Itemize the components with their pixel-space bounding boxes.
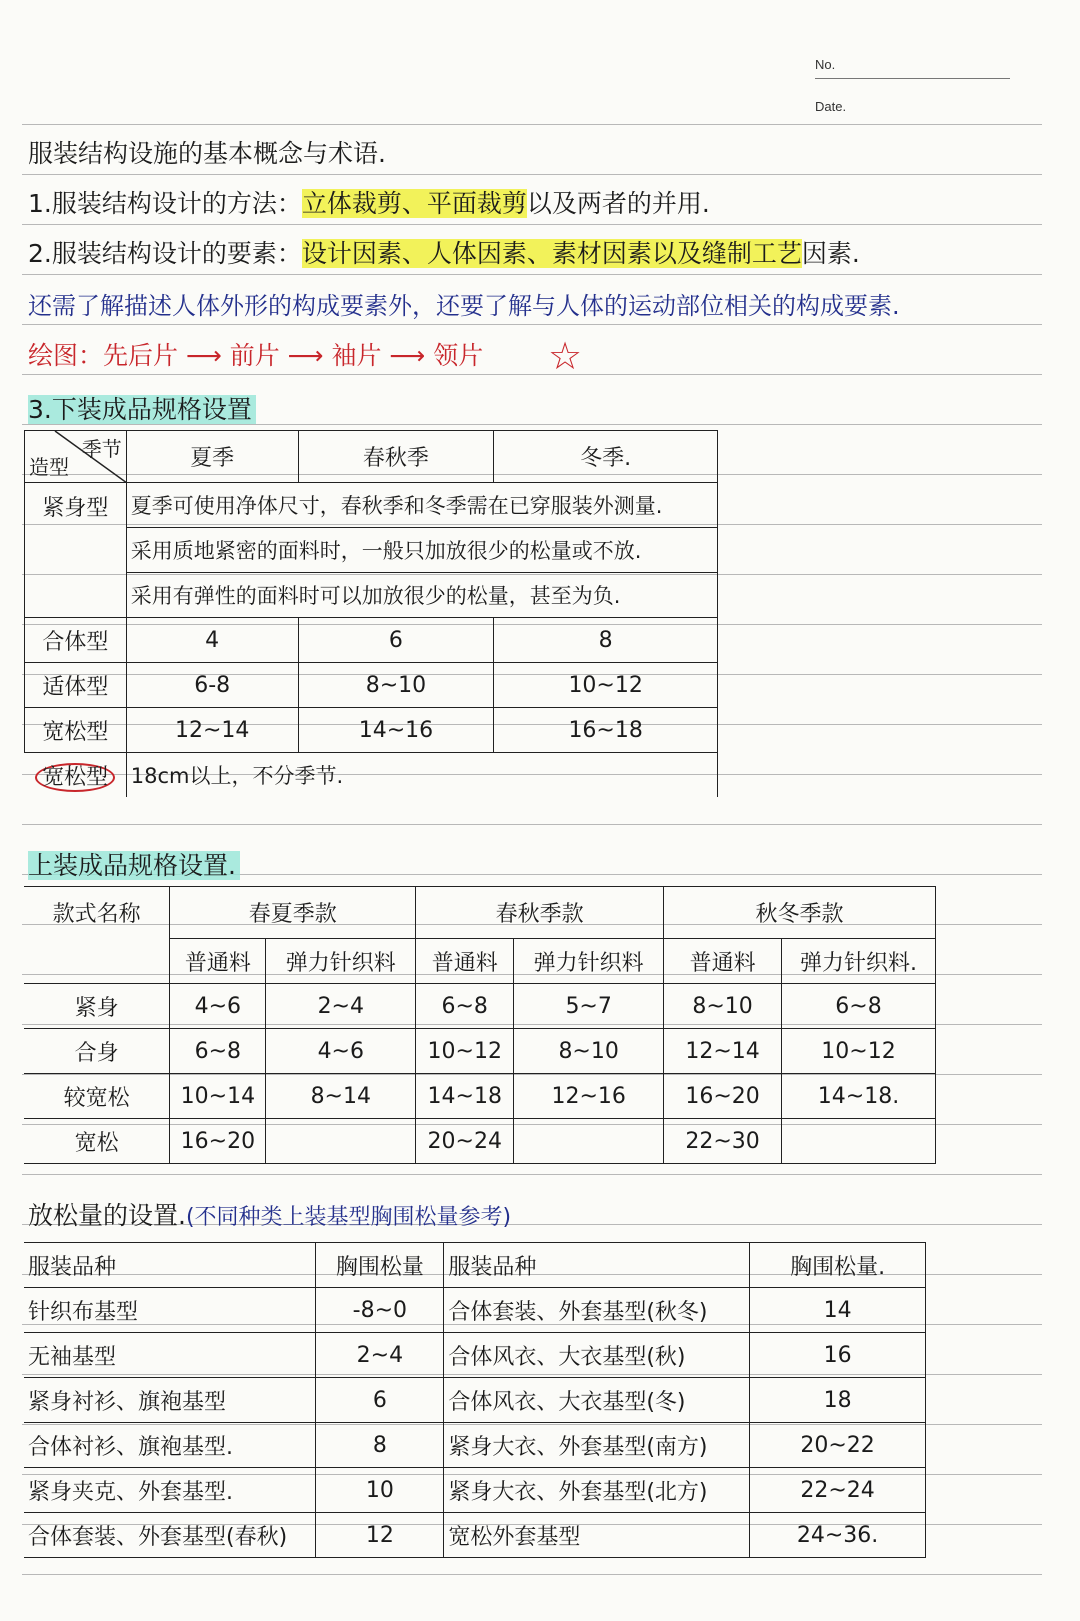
material-header: 普通料	[664, 939, 782, 984]
garment-cell: 合体风衣、大衣基型(冬)	[444, 1378, 750, 1423]
ease-value-cell: 22~24	[750, 1468, 926, 1513]
ease-value-cell: 14	[750, 1288, 926, 1333]
value-cell: 12~16	[514, 1074, 664, 1119]
no-line	[815, 78, 1010, 79]
ease-value-cell: 10	[316, 1468, 444, 1513]
garment-cell: 合体套装、外套基型(秋冬)	[444, 1288, 750, 1333]
ease-value-cell: 16	[750, 1333, 926, 1378]
ruled-line	[22, 174, 1042, 175]
ease-value-cell: 2~4	[316, 1333, 444, 1378]
value-cell: 14~18.	[782, 1074, 936, 1119]
point-2-suffix: 因素.	[801, 239, 860, 268]
red-drawing-note: 绘图：先后片 ⟶ 前片 ⟶ 袖片 ⟶ 领片	[28, 341, 484, 370]
row-label: 合体型	[25, 618, 127, 663]
row-label: 合身	[24, 1029, 170, 1074]
garment-cell: 紧身大衣、外套基型(南方)	[444, 1423, 750, 1468]
season-winter: 冬季.	[494, 431, 718, 483]
value-cell: 4	[126, 618, 298, 663]
value-cell: 16~20	[170, 1119, 266, 1164]
top-section-title-text: 上装成品规格设置.	[28, 851, 240, 880]
point-1-highlight: 立体裁剪、平面裁剪	[301, 189, 527, 218]
ease-title-text: 放松量的设置.	[28, 1201, 186, 1230]
point-2	[28, 238, 860, 270]
season-spring-autumn: 春秋季	[298, 431, 494, 483]
table-row	[24, 1074, 936, 1119]
value-cell: 10~12	[416, 1029, 514, 1074]
table-row	[25, 753, 718, 798]
material-header: 弹力针织料.	[782, 939, 936, 984]
value-cell: 5~7	[514, 984, 664, 1029]
row-label: 紧身	[24, 984, 170, 1029]
row-label: 较宽松	[24, 1074, 170, 1119]
style-name-header: 款式名称	[24, 887, 170, 984]
value-cell	[266, 1119, 416, 1164]
value-cell: 14~18	[416, 1074, 514, 1119]
section3-title	[28, 394, 256, 426]
value-cell: 16~18	[494, 708, 718, 753]
fitted-note-1: 夏季可使用净体尺寸，春秋季和冬季需在已穿服装外测量.	[126, 483, 717, 528]
table-row	[24, 984, 936, 1029]
value-cell: 22~30	[664, 1119, 782, 1164]
value-cell: 6-8	[126, 663, 298, 708]
garment-cell: 合体风衣、大衣基型(秋)	[444, 1333, 750, 1378]
ease-value-cell: 24~36.	[750, 1513, 926, 1558]
value-cell: 4~6	[266, 1029, 416, 1074]
ruled-line	[22, 1574, 1042, 1575]
value-cell: 6~8	[416, 984, 514, 1029]
row-label-circled	[25, 753, 127, 798]
value-cell: 8~14	[266, 1074, 416, 1119]
ruled-line	[22, 274, 1042, 275]
table-row	[25, 663, 718, 708]
ease-value-cell: -8~0	[316, 1288, 444, 1333]
value-cell: 10~14	[170, 1074, 266, 1119]
ruled-line	[22, 124, 1042, 125]
table-row	[24, 1423, 926, 1468]
material-header: 普通料	[416, 939, 514, 984]
point-2-prefix: 2.服装结构设计的要素：	[28, 239, 302, 268]
point-1-suffix: 以及两者的并用.	[526, 189, 710, 218]
value-cell: 12~14	[664, 1029, 782, 1074]
fitted-note-3: 采用有弹性的面料时可以加放很少的松量，甚至为负.	[126, 573, 717, 618]
material-header: 弹力针织料	[514, 939, 664, 984]
ruled-line	[22, 374, 1042, 375]
value-cell: 8	[494, 618, 718, 663]
value-cell: 8~10	[664, 984, 782, 1029]
table-row	[24, 1333, 926, 1378]
value-cell: 4~6	[170, 984, 266, 1029]
no-label: No.	[815, 57, 836, 72]
tops-table	[24, 886, 936, 1164]
season-header: 秋冬季款	[664, 887, 936, 939]
value-cell: 16~20	[664, 1074, 782, 1119]
section3-title-text: 3.下装成品规格设置	[28, 395, 256, 424]
header-cell: 胸围松量.	[750, 1243, 926, 1288]
value-cell: 6~8	[782, 984, 936, 1029]
value-cell: 2~4	[266, 984, 416, 1029]
corner-cell	[25, 431, 127, 483]
value-cell: 10~12	[494, 663, 718, 708]
corner-season-label: 季节	[81, 437, 122, 461]
ruled-line	[22, 224, 1042, 225]
corner-shape-label: 造型	[29, 455, 69, 479]
garment-cell: 合体套装、外套基型(春秋)	[24, 1513, 316, 1558]
value-cell	[782, 1119, 936, 1164]
table-row	[25, 618, 718, 663]
table-row	[24, 1468, 926, 1513]
header-cell: 服装品种	[24, 1243, 316, 1288]
material-header: 弹力针织料	[266, 939, 416, 984]
value-cell: 14~16	[298, 708, 494, 753]
garment-cell: 无袖基型	[24, 1333, 316, 1378]
date-label: Date.	[815, 99, 847, 114]
value-cell: 8~10	[298, 663, 494, 708]
garment-cell: 宽松外套基型	[444, 1513, 750, 1558]
circled-label: 宽松型	[35, 763, 115, 792]
value-cell: 8~10	[514, 1029, 664, 1074]
ease-table	[24, 1242, 926, 1558]
material-header: 普通料	[170, 939, 266, 984]
star-icon: ☆	[548, 334, 583, 378]
row-label: 适体型	[25, 663, 127, 708]
point-1	[28, 188, 710, 220]
value-cell: 20~24	[416, 1119, 514, 1164]
fitted-label: 紧身型	[25, 483, 127, 618]
loose-note: 18cm以上，不分季节.	[126, 753, 717, 798]
header-cell: 胸围松量	[316, 1243, 444, 1288]
ruled-line	[22, 324, 1042, 325]
table-row	[24, 1513, 926, 1558]
value-cell: 10~12	[782, 1029, 936, 1074]
ease-subtitle: (不同种类上装基型胸围松量参考)	[185, 1205, 512, 1230]
ease-value-cell: 12	[316, 1513, 444, 1558]
row-label: 宽松	[24, 1119, 170, 1164]
ease-value-cell: 6	[316, 1378, 444, 1423]
value-cell: 6	[298, 618, 494, 663]
season-header: 春夏季款	[170, 887, 416, 939]
ease-value-cell: 8	[316, 1423, 444, 1468]
table-row	[24, 1119, 936, 1164]
table-header-row	[24, 1243, 926, 1288]
garment-cell: 合体衬衫、旗袍基型.	[24, 1423, 316, 1468]
table-row	[25, 708, 718, 753]
ease-title	[28, 1200, 511, 1234]
value-cell: 12~14	[126, 708, 298, 753]
point-2-highlight: 设计因素、人体因素、素材因素以及缝制工艺	[301, 239, 802, 268]
value-cell: 6~8	[170, 1029, 266, 1074]
table-row	[24, 1288, 926, 1333]
ease-value-cell: 18	[750, 1378, 926, 1423]
row-label: 宽松型	[25, 708, 127, 753]
garment-cell: 紧身夹克、外套基型.	[24, 1468, 316, 1513]
garment-cell: 针织布基型	[24, 1288, 316, 1333]
garment-cell: 紧身大衣、外套基型(北方)	[444, 1468, 750, 1513]
blue-note: 还需了解描述人体外形的构成要素外，还要了解与人体的运动部位相关的构成要素.	[28, 292, 900, 320]
table-row	[24, 1029, 936, 1074]
ease-value-cell: 20~22	[750, 1423, 926, 1468]
garment-cell: 紧身衬衫、旗袍基型	[24, 1378, 316, 1423]
top-section-title	[28, 850, 240, 882]
header-cell: 服装品种	[444, 1243, 750, 1288]
bottoms-table	[24, 430, 718, 797]
ruled-line	[22, 824, 1042, 825]
point-1-prefix: 1.服装结构设计的方法：	[28, 189, 302, 218]
ruled-line	[22, 1174, 1042, 1175]
value-cell	[514, 1119, 664, 1164]
table-row	[24, 1378, 926, 1423]
page-title: 服装结构设施的基本概念与术语.	[28, 139, 386, 168]
fitted-note-2: 采用质地紧密的面料时，一般只加放很少的松量或不放.	[126, 528, 717, 573]
season-header: 春秋季款	[416, 887, 664, 939]
season-summer: 夏季	[126, 431, 298, 483]
